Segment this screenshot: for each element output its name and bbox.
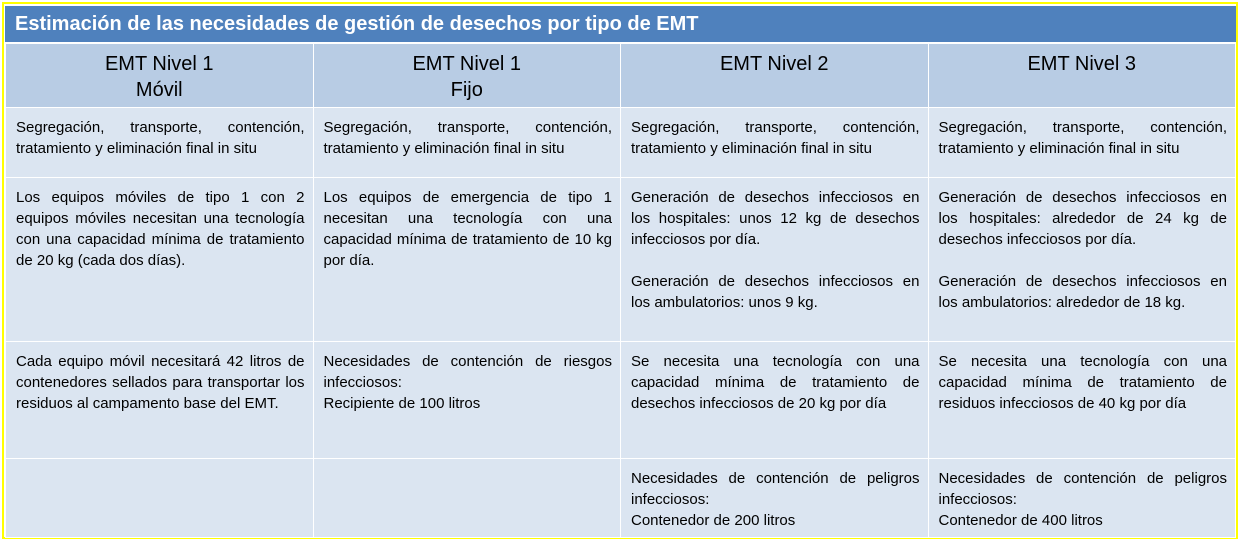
table-cell [6,178,314,342]
table-cell [928,108,1236,178]
cell-text: Se necesita una tecnología con una capacidad mínima de tratamiento de residuos infecciosos de 40 kg por día [938,353,1227,412]
cell-text: Se necesita una tecnología con una capacidad mínima de tratamiento de desechos infecciosos de 20 kg por día [631,353,920,412]
cell-text: Generación de desechos infecciosos en los ambulatorios: alrededor de 18 kg. [938,273,1227,311]
cell-text: Segregación, transporte, contención, tratamiento y eliminación final in situ [323,119,612,157]
table-cell [621,178,929,342]
table-cell [6,108,314,178]
header-emt-nivel-3 [928,44,1236,108]
cell-text: Segregación, transporte, contención, tratamiento y eliminación final in situ [631,119,920,157]
table-cell [928,178,1236,342]
cell-text: Segregación, transporte, contención, tratamiento y eliminación final in situ [938,119,1227,157]
cell-text: Recipiente de 100 litros [323,395,481,412]
cell-text: Cada equipo móvil necesitará 42 litros de contenedores sellados para transportar los residuos al campamento base del EMT. [16,353,305,412]
table-cell [6,342,314,459]
table-cell [621,459,929,538]
table-cell [621,342,929,459]
table-cell [313,459,621,538]
cell-text: Los equipos de emergencia de tipo 1 necesitan una tecnología con una capacidad mínima de tratamiento de 10 kg por día. [323,189,612,269]
table-row [6,178,1236,342]
waste-management-table [5,43,1236,538]
cell-text: Generación de desechos infecciosos en los ambulatorios: unos 9 kg. [631,273,920,311]
table-cell [621,108,929,178]
header-row [6,44,1236,108]
cell-text: Segregación, transporte, contención, tratamiento y eliminación final in situ [16,119,305,157]
cell-text: Generación de desechos infecciosos en los hospitales: unos 12 kg de desechos infecciosos por día. [631,189,920,248]
cell-text: Contenedor de 400 litros [938,512,1103,529]
cell-text: Contenedor de 200 litros [631,512,796,529]
table-cell [928,342,1236,459]
table-row [6,342,1236,459]
cell-text: Generación de desechos infecciosos en los hospitales: alrededor de 24 kg de desechos infecciosos por día. [938,189,1227,248]
paragraph-gap [939,250,1228,271]
table-cell [313,178,621,342]
paragraph-gap [631,250,920,271]
table-row [6,108,1236,178]
header-line: EMT Nivel 1 [104,53,214,75]
header-emt-nivel-1-movil [6,44,314,108]
table-cell [313,342,621,459]
cell-text: Los equipos móviles de tipo 1 con 2 equipos móviles necesitan una tecnología con una capacidad mínima de tratamiento de 20 kg (cada dos días). [16,189,305,269]
header-line: EMT Nivel 1 [412,53,522,75]
table-cell [6,459,314,538]
table-title: Estimación de las necesidades de gestión de desechos por tipo de EMT [5,6,1236,42]
cell-text: Necesidades de contención de riesgos infecciosos: [323,353,612,391]
header-emt-nivel-2 [621,44,929,108]
cell-text: Necesidades de contención de peligros infecciosos: [938,470,1227,508]
table-row [6,459,1236,538]
table-cell [928,459,1236,538]
header-emt-nivel-1-fijo [313,44,621,108]
header-line: Fijo [450,79,483,101]
header-line: EMT Nivel 2 [719,53,829,75]
header-line: Móvil [135,79,183,101]
cell-text: Necesidades de contención de peligros infecciosos: [631,470,920,508]
table-cell [313,108,621,178]
header-line: EMT Nivel 3 [1027,53,1137,75]
